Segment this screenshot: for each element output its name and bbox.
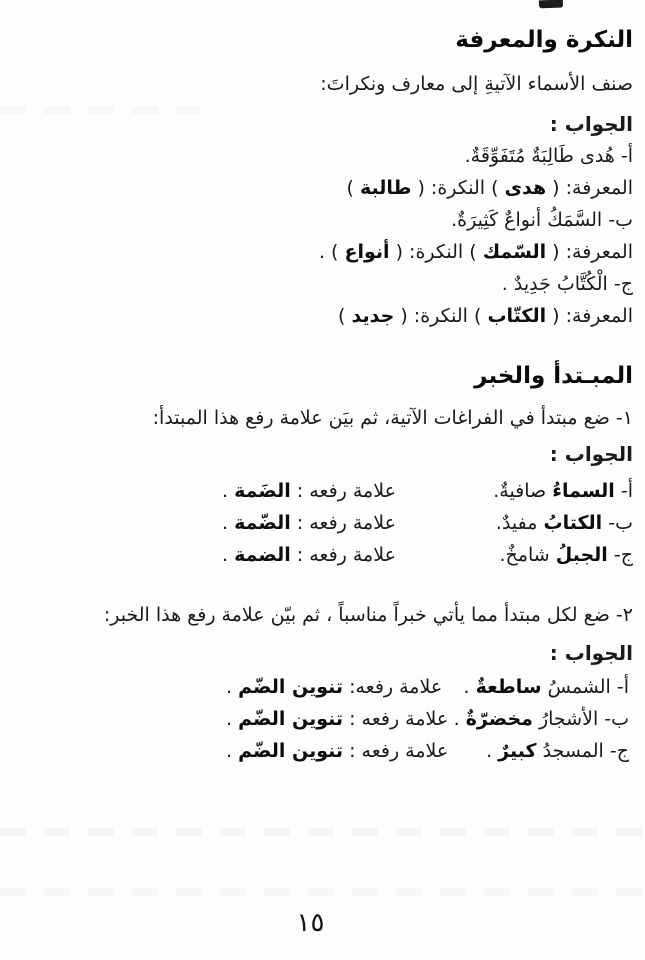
definite-word: هدى <box>504 177 547 199</box>
mubtada-word: أ- الشمسُ <box>547 676 629 698</box>
rafa-mark <box>226 703 448 735</box>
section-title-mubtada: المبـتدأ والخبر <box>474 363 633 389</box>
answer-row-c <box>20 735 633 767</box>
rafa-mark-value: تنوين الضّم <box>238 708 344 730</box>
sentence <box>454 703 629 735</box>
definite-indefinite-line-c <box>20 300 633 332</box>
maarifa-suffix: ) . <box>318 241 339 263</box>
rafa-mark-value: الضَمة <box>234 480 291 502</box>
mubtada-word: الكتابُ <box>543 512 603 534</box>
item-sentence-a: أ- هُدى طَالِبَةٌ مُتَفَوِّقَةٌ. <box>464 145 633 167</box>
rafa-mark-label: علامة رفعه: <box>349 676 443 698</box>
scan-bleed-artifact <box>0 828 645 836</box>
rafa-mark-value: تنوين الضّم <box>238 740 344 762</box>
item-label: ج- <box>613 544 633 566</box>
page-number: ١٥ <box>296 908 325 938</box>
answer-row-a <box>20 671 633 703</box>
maarifa-suffix: ) <box>338 305 346 327</box>
rafa-mark-label: علامة رفعه : <box>296 512 396 534</box>
sentence <box>500 539 633 571</box>
definite-word: الكتّاب <box>487 305 547 327</box>
maarifa-prefix: المعرفة: ( <box>552 305 633 327</box>
rafa-mark <box>226 671 442 703</box>
khabar-word: صافيةٌ. <box>493 480 547 502</box>
sentence-period: . <box>463 676 470 698</box>
item-label: أ- <box>620 480 633 502</box>
sentence <box>463 671 629 703</box>
exercise1-instruction: ١- ضع مبتدأ في الفراغات الآتية، ثم بيَن علامة رفع هذا المبتدأ: <box>152 407 633 429</box>
scan-artifact <box>539 0 563 8</box>
exercise1-answers <box>20 475 633 571</box>
rafa-mark <box>222 539 396 571</box>
item-label: ب- <box>608 512 633 534</box>
maarifa-prefix: المعرفة: ( <box>552 177 633 199</box>
rafa-mark-label: علامة رفعه : <box>296 544 396 566</box>
scan-bleed-artifact <box>0 888 645 896</box>
answer-row-b <box>20 507 633 539</box>
definite-word: السّمك <box>482 241 547 263</box>
sentence <box>496 507 633 539</box>
nakira-mid: ) النكرة: ( <box>395 241 477 263</box>
rafa-mark-period: . <box>226 676 233 698</box>
rafa-mark-period: . <box>222 480 229 502</box>
mubtada-word: ب- الأشجارُ <box>538 708 629 730</box>
item-sentence-b: ب- السَّمَكُ أنواعٌ كَثِيرَةٌ. <box>451 209 633 231</box>
rafa-mark-value: الضّمة <box>234 512 291 534</box>
sentence <box>486 735 629 767</box>
maarifa-prefix: المعرفة: ( <box>552 241 633 263</box>
answer-label: الجواب : <box>549 442 633 466</box>
khabar-word: مخضرّةٌ <box>465 708 533 730</box>
definite-indefinite-line-a <box>20 172 633 204</box>
answer-row-a <box>20 475 633 507</box>
rafa-mark-period: . <box>222 544 229 566</box>
answer-label: الجواب : <box>549 112 633 136</box>
indefinite-word: جديد <box>351 305 395 327</box>
nakira-instruction: صنف الأسماء الآتيةِ إلى معارف ونكراتَ: <box>320 73 633 95</box>
rafa-mark <box>222 507 396 539</box>
rafa-mark-value: الضمة <box>234 544 291 566</box>
section-title-nakira: النكرة والمعرفة <box>455 27 633 53</box>
rafa-mark-period: . <box>222 512 229 534</box>
mubtada-word: الجبلُ <box>555 544 608 566</box>
khabar-word: ساطعةٌ <box>475 676 542 698</box>
definite-indefinite-line-b <box>20 236 633 268</box>
rafa-mark-label: علامة رفعه : <box>296 480 396 502</box>
rafa-mark-value: تنوين الضّم <box>238 676 344 698</box>
khabar-word: كبيرٌ <box>498 740 537 762</box>
answer-label: الجواب : <box>549 641 633 665</box>
rafa-mark-label: علامة رفعه : <box>349 740 449 762</box>
khabar-word: مفيدٌ. <box>495 512 538 534</box>
sentence <box>493 475 633 507</box>
mubtada-word: السماءُ <box>552 480 615 502</box>
rafa-mark <box>222 475 396 507</box>
nakira-mid: ) النكرة: ( <box>417 177 499 199</box>
rafa-mark-period: . <box>226 708 233 730</box>
rafa-mark-label: علامة رفعه : <box>349 708 449 730</box>
sentence-period: . <box>486 740 493 762</box>
rafa-mark <box>226 735 448 767</box>
indefinite-word: أنواع <box>344 241 390 263</box>
mubtada-word: ج- المسجدُ <box>542 740 629 762</box>
indefinite-word: طالبة <box>359 177 412 199</box>
exercise2-instruction: ٢- ضع لكل مبتدأ مما يأتي خبراً مناسباً ، ثم بيّن علامة رفع هذا الخبر: <box>103 604 633 626</box>
item-sentence-c: ج- الْكُتَّابُ جَدِيدٌ . <box>501 273 633 295</box>
rafa-mark-period: . <box>226 740 233 762</box>
sentence-period: . <box>453 708 460 730</box>
exercise2-answers <box>20 671 633 767</box>
answer-row-b <box>20 703 633 735</box>
maarifa-suffix: ) <box>346 177 354 199</box>
answer-row-c <box>20 539 633 571</box>
nakira-mid: ) النكرة: ( <box>400 305 482 327</box>
scan-bleed-artifact <box>0 106 200 114</box>
khabar-word: شامخٌ. <box>499 544 550 566</box>
